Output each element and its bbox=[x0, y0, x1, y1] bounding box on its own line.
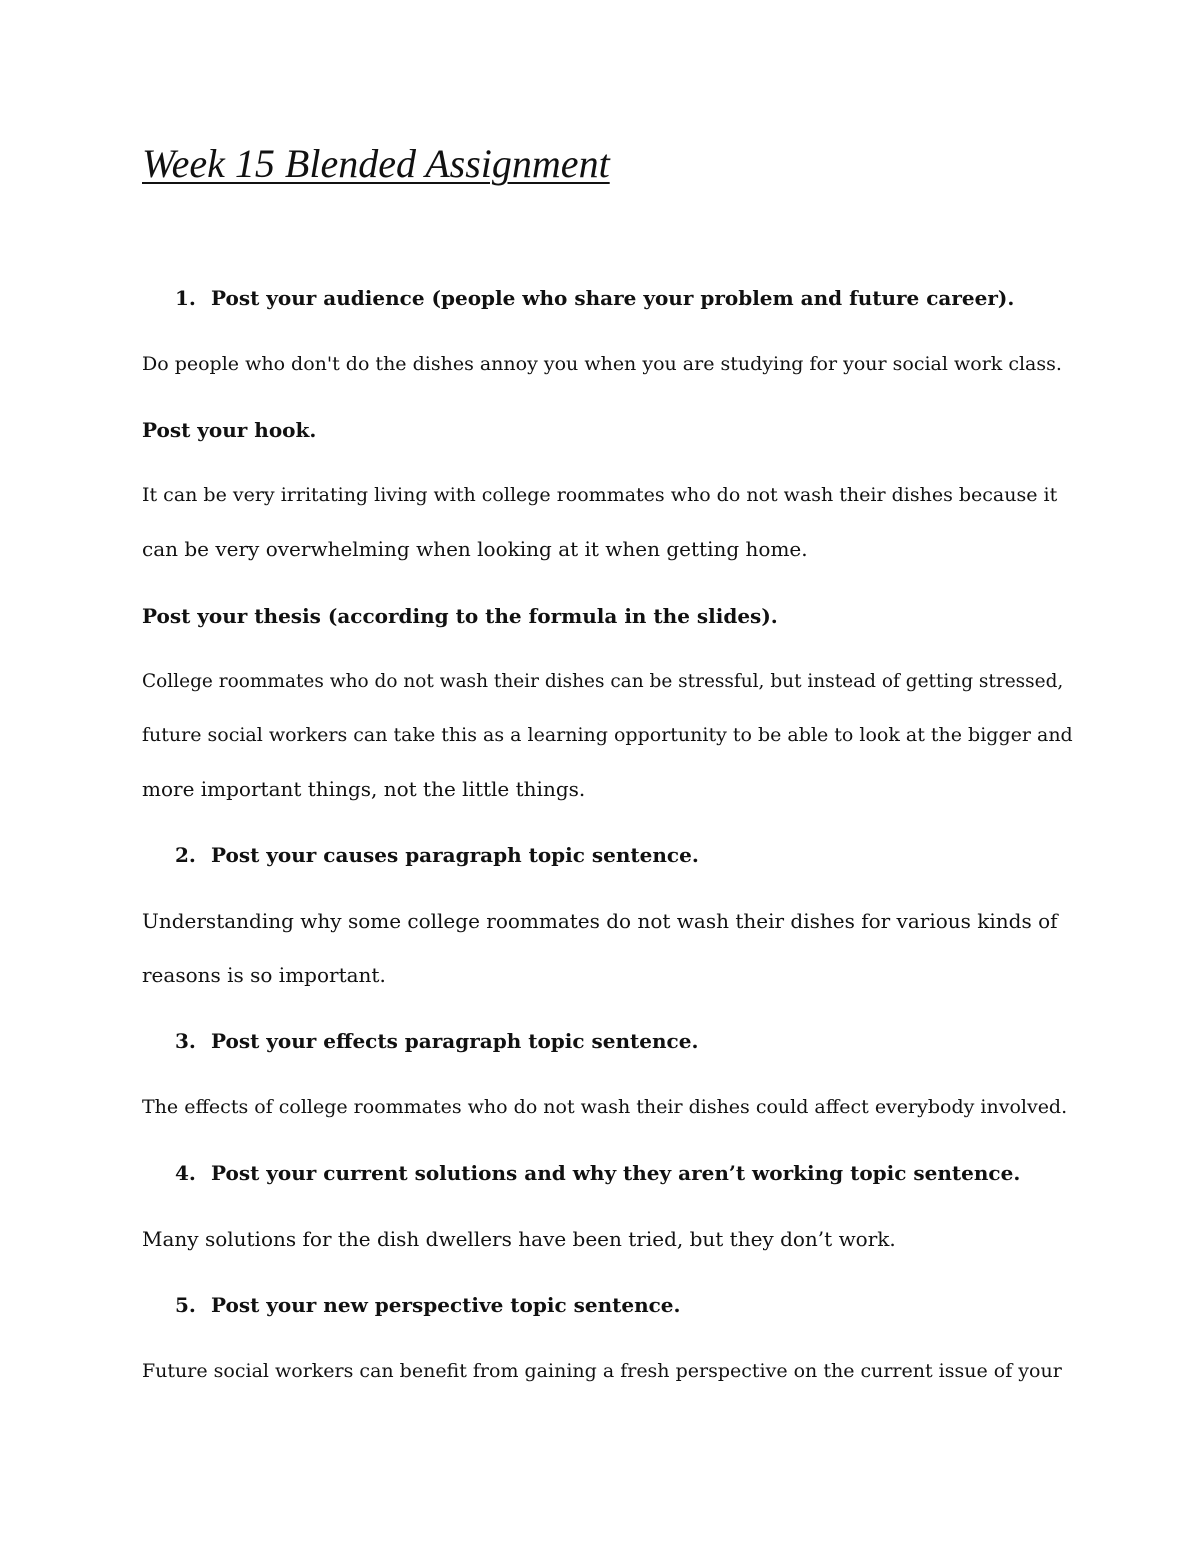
question-5-number: 5. bbox=[175, 1293, 196, 1317]
causes-answer-line-2: reasons is so important. bbox=[142, 963, 386, 987]
effects-answer: The effects of college roommates who do not wash their dishes could affect everybody involved. bbox=[142, 1096, 1068, 1118]
thesis-answer-line-1: College roommates who do not wash their dishes can be stressful, but instead of getting stressed, bbox=[142, 671, 1064, 692]
question-4-number: 4. bbox=[175, 1161, 196, 1185]
question-1-number: 1. bbox=[175, 286, 196, 310]
audience-answer: Do people who don't do the dishes annoy you when you are studying for your social work class. bbox=[142, 353, 1062, 375]
document-title: Week 15 Blended Assignment bbox=[142, 141, 610, 186]
hook-answer-line-1: It can be very irritating living with college roommates who do not wash their dishes because it bbox=[142, 484, 1058, 506]
thesis-label: Post your thesis (according to the formula in the slides). bbox=[142, 604, 778, 628]
question-5-prompt: Post your new perspective topic sentence. bbox=[211, 1293, 681, 1317]
causes-answer-line-1: Understanding why some college roommates do not wash their dishes for various kinds of bbox=[142, 909, 1058, 933]
perspective-answer: Future social workers can benefit from gaining a fresh perspective on the current issue of your bbox=[142, 1360, 1062, 1382]
question-2-number: 2. bbox=[175, 843, 196, 867]
thesis-answer-line-2: future social workers can take this as a learning opportunity to be able to look at the bigger and bbox=[142, 724, 1073, 746]
question-1-prompt: Post your audience (people who share your problem and future career). bbox=[211, 286, 1015, 310]
question-4-prompt: Post your current solutions and why they aren’t working topic sentence. bbox=[211, 1161, 1021, 1185]
question-3-number: 3. bbox=[175, 1029, 196, 1053]
solutions-answer: Many solutions for the dish dwellers have been tried, but they don’t work. bbox=[142, 1227, 896, 1251]
question-3-prompt: Post your effects paragraph topic sentence. bbox=[211, 1029, 699, 1053]
hook-answer-line-2: can be very overwhelming when looking at it when getting home. bbox=[142, 537, 808, 561]
question-2-prompt: Post your causes paragraph topic sentence. bbox=[211, 843, 699, 867]
hook-label: Post your hook. bbox=[142, 418, 317, 442]
thesis-answer-line-3: more important things, not the little things. bbox=[142, 777, 586, 801]
